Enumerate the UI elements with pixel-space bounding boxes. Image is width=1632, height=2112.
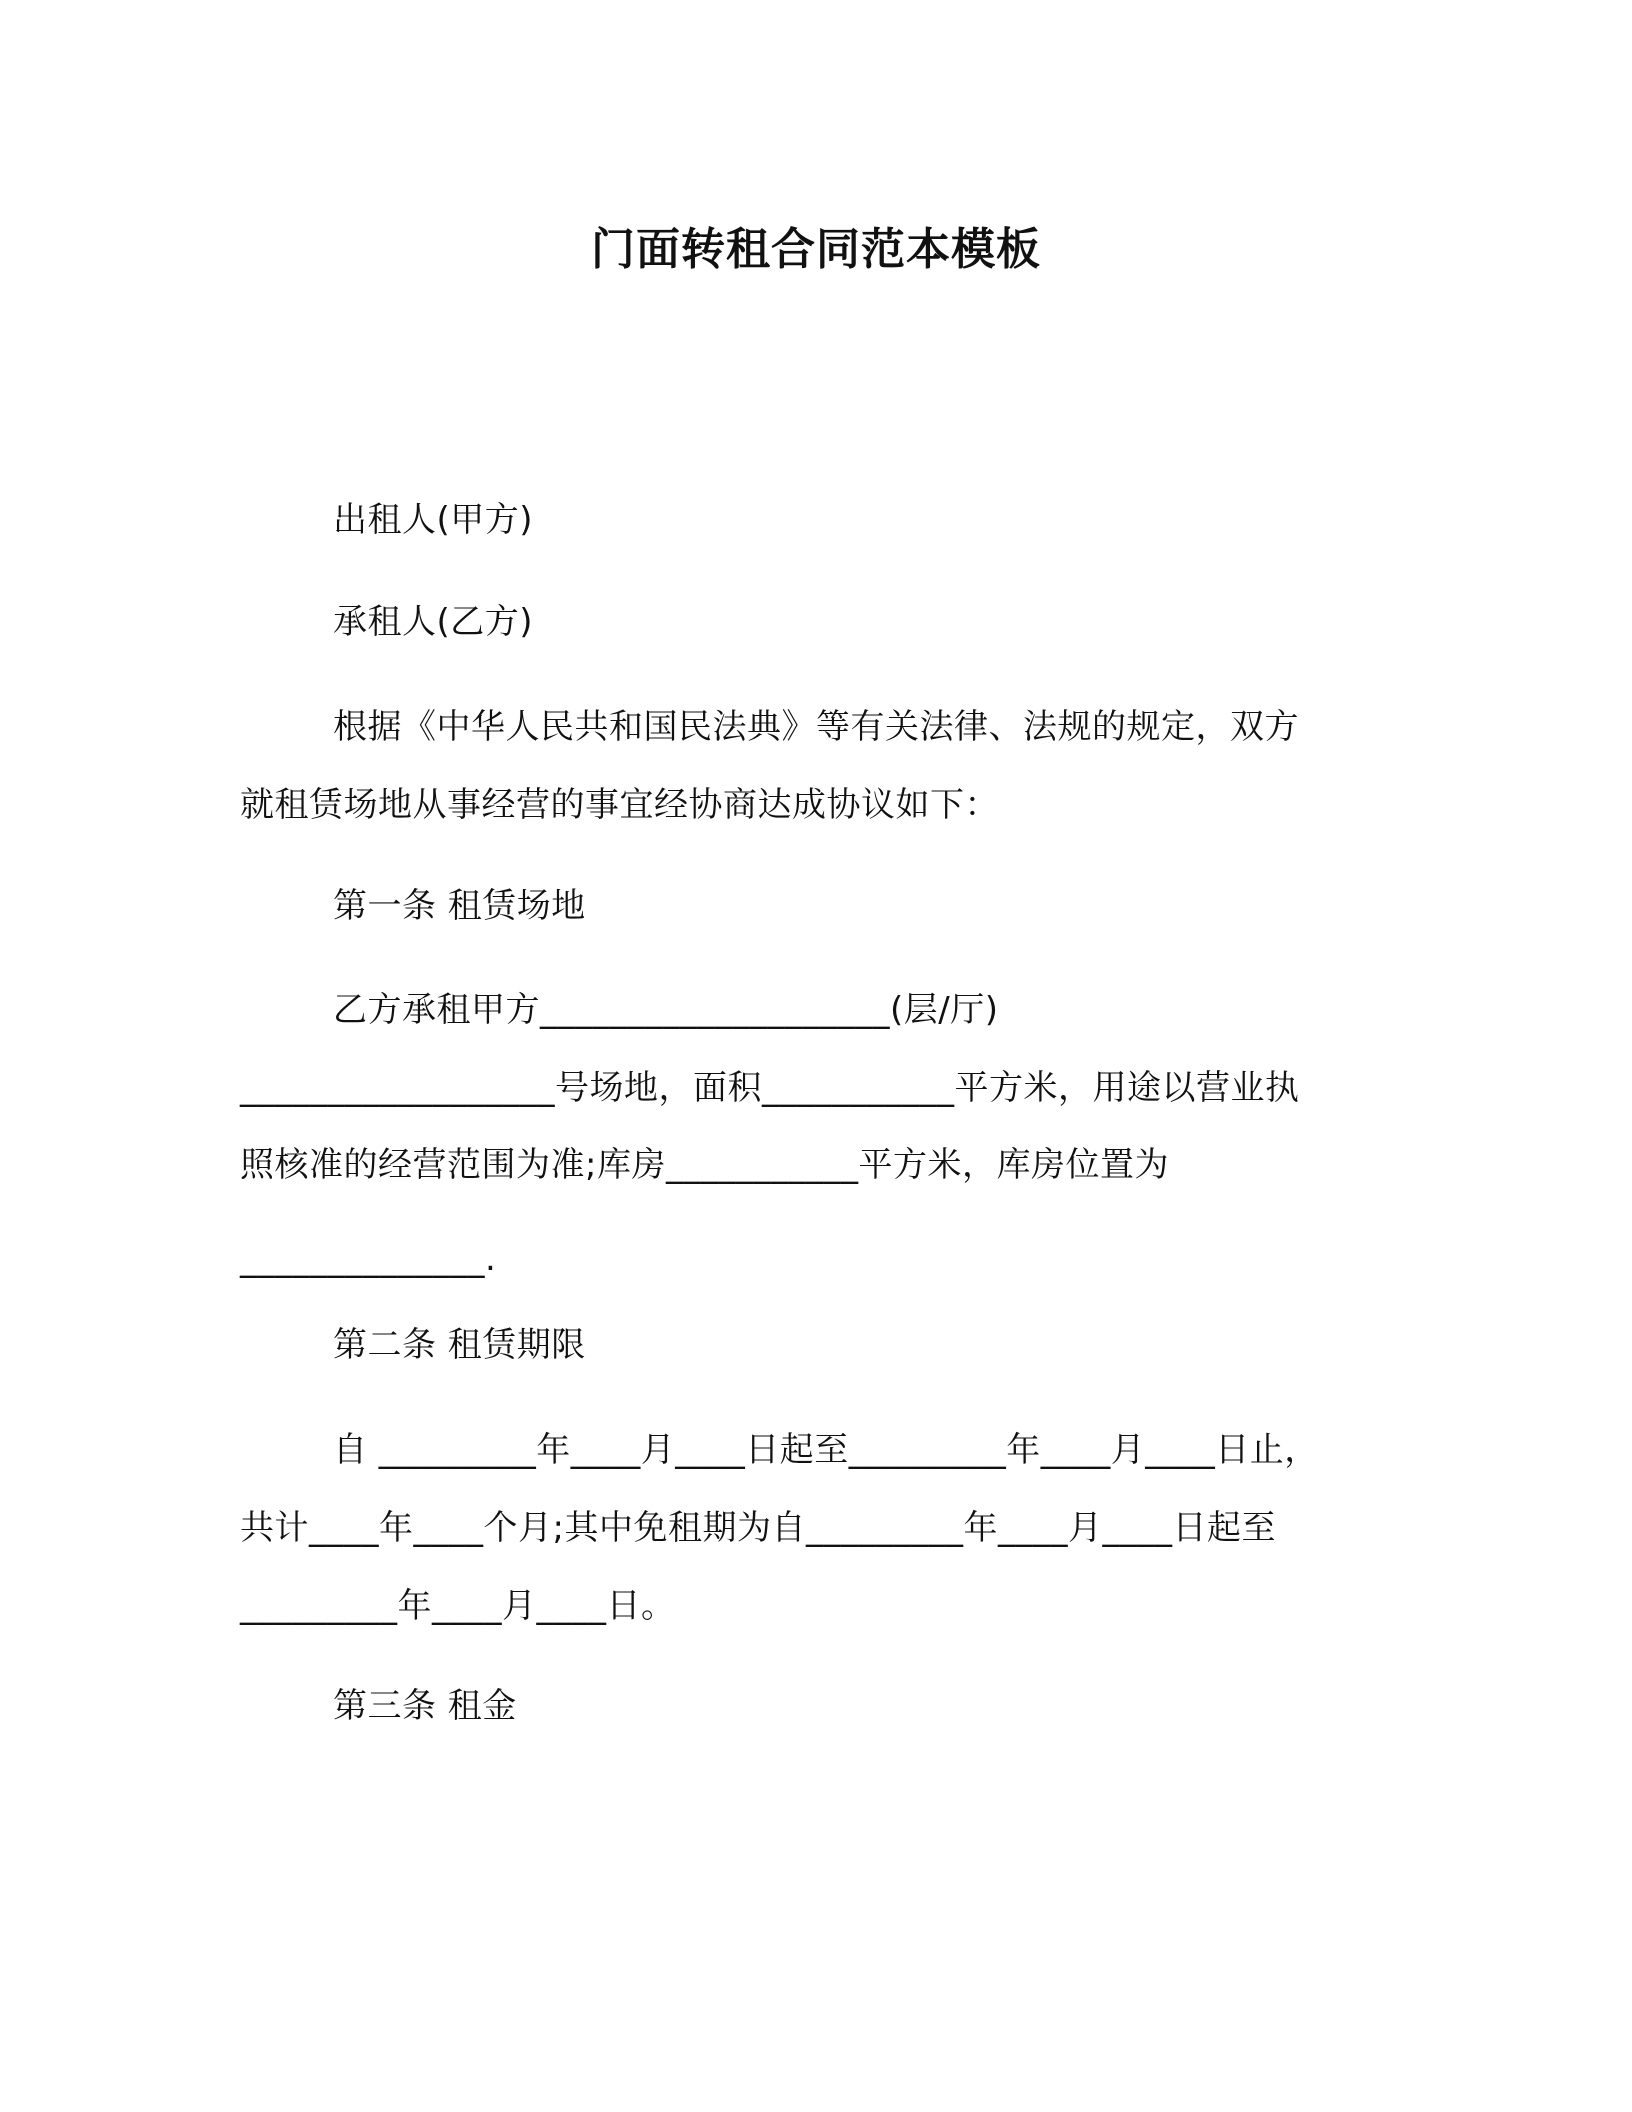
article-2-line-3: _________年____月____日。 <box>240 1586 676 1626</box>
article-1-line-1: 乙方承租甲方____________________(层/厅) <box>333 990 999 1030</box>
lessor-label: 出租人(甲方) <box>333 500 534 540</box>
preamble-line-2: 就租赁场地从事经营的事宜经协商达成协议如下： <box>240 785 999 825</box>
article-2-line-1: 自 _________年____月____日起至_________年____月____日止， <box>333 1430 1319 1470</box>
lessee-label: 承租人(乙方) <box>333 602 534 642</box>
article-3-heading: 第三条 租金 <box>333 1686 517 1726</box>
article-1-line-2: __________________号场地，面积___________平方米，用途以营业执 <box>240 1068 1300 1108</box>
document-title: 门面转租合同范本模板 <box>591 224 1041 275</box>
article-2-heading: 第二条 租赁期限 <box>333 1325 586 1365</box>
article-1-line-3: 照核准的经营范围为准;库房___________平方米，库房位置为 <box>240 1145 1169 1185</box>
article-1-line-4: ______________. <box>240 1239 497 1279</box>
article-2-line-2: 共计____年____个月;其中免租期为自_________年____月____日起至 <box>240 1508 1276 1548</box>
article-1-heading: 第一条 租赁场地 <box>333 886 586 926</box>
preamble-line-1: 根据《中华人民共和国民法典》等有关法律、法规的规定，双方 <box>333 707 1299 747</box>
